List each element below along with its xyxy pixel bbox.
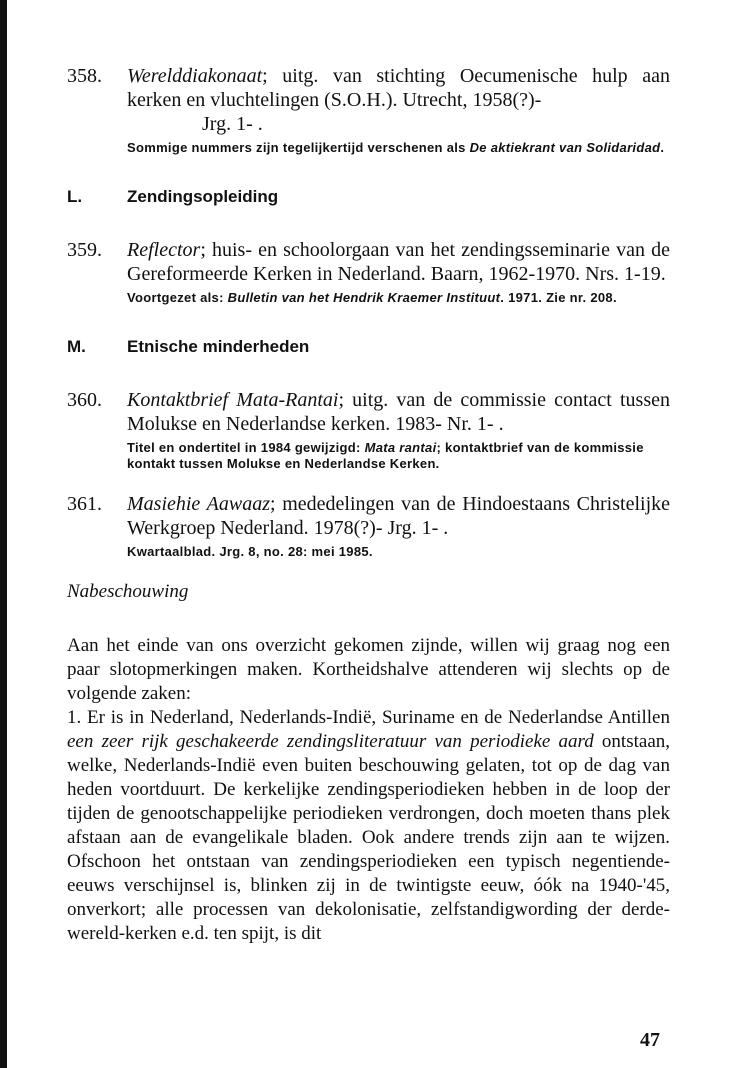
- entry-360: [67, 388, 670, 472]
- note-text: Sommige nummers zijn tegelijkertijd verschenen als: [127, 140, 470, 155]
- note-text-end: .: [660, 140, 665, 155]
- entry-title: Werelddiakonaat: [127, 65, 263, 87]
- entry-note: Kwartaalblad. Jrg. 8, no. 28: mei 1985.: [127, 544, 373, 559]
- entry-note: [127, 440, 670, 472]
- entry-text: [127, 492, 670, 540]
- note-text-end: . 1971. Zie nr. 208.: [500, 290, 617, 305]
- section-heading-m: [67, 336, 670, 358]
- section-title: Etnische minderheden: [127, 337, 310, 356]
- note-text-end: ; kontaktbrief van de kommissie kontakt tussen Molukse en Nederlandse Kerken.: [127, 440, 644, 471]
- entry-volume: Jrg. 1- .: [202, 113, 263, 135]
- entry-description: ; uitg. van de commissie contact tussen Molukse en Nederlandse kerken. 1983- Nr. 1- .: [127, 389, 670, 435]
- entry-number: 360.: [67, 389, 102, 411]
- page-content: [67, 64, 670, 946]
- entry-number: 361.: [67, 493, 102, 515]
- page-number: 47: [640, 1029, 660, 1051]
- entry-note: [127, 290, 670, 306]
- entry-description: ; uitg. van stichting Oecumenische hulp aan kerken en vluchtelingen (S.O.H.). Utrecht, 1958(?)-: [127, 65, 670, 111]
- entry-text: [127, 238, 670, 286]
- point-text: 1. Er is in Nederland, Nederlands-Indië, Suriname en de Nederlandse Antillen: [67, 707, 670, 728]
- note-italic: Bulletin van het Hendrik Kraemer Instituut: [227, 290, 501, 305]
- entry-361: [67, 492, 670, 560]
- entry-description: ; huis- en schoolorgaan van het zendingsseminarie van de Gereformeerde Kerken in Nederland. Baarn, 1962-1970. Nrs. 1-19.: [127, 239, 670, 285]
- point-italic: een zeer rijk geschakeerde zendingsliteratuur van periodieke aard: [67, 731, 594, 752]
- note-text: Titel en ondertitel in 1984 gewijzigd:: [127, 440, 365, 455]
- section-letter: M.: [67, 337, 86, 356]
- note-italic: Mata rantai: [364, 440, 437, 455]
- section-title: Zendingsopleiding: [127, 187, 279, 206]
- entry-title: Kontaktbrief Mata-Rantai: [127, 389, 339, 411]
- note-text: Voortgezet als:: [127, 290, 228, 305]
- section-letter: L.: [67, 187, 83, 206]
- nabeschouwing-intro: Aan het einde van ons overzicht gekomen zijnde, willen wij graag nog een paar slotopmerkingen maken. Kortheidshalve attenderen wij slechts op de volgende zaken:: [67, 635, 670, 704]
- entry-text: [127, 64, 670, 136]
- entry-359: [67, 238, 670, 306]
- nabeschouwing-point-1: [67, 706, 670, 946]
- note-italic: De aktiekrant van Solidaridad: [469, 140, 661, 155]
- section-heading-l: [67, 186, 670, 208]
- entry-358: [67, 64, 670, 156]
- point-text-end: ontstaan, welke, Nederlands-Indië even buiten beschouwing gelaten, tot op de dag van heden voortduurt. De kerkelijke zendingsperiodieken hebben in de loop der tijden de genootschappelijke periodieken verdrongen, doch moeten thans plek afstaan aan de evangelikale bladen. Ook andere trends zijn aan te wijzen. Ofschoon het ontstaan van zendingsperiodieken een typisch negentiende-eeuws verschijnsel is, blinken zij in de twintigste eeuw, óók na 1940-'45, onverkort; alle processen van dekolonisatie, zelfstandigwording der derde-wereld-kerken e.d. ten spijt, is dit: [67, 731, 670, 944]
- page-edge-bar: [0, 0, 7, 1068]
- entry-title: Masiehie Aawaaz: [127, 493, 270, 515]
- entry-number: 359.: [67, 239, 102, 261]
- entry-note: [127, 140, 670, 156]
- entry-description: ; mededelingen van de Hindoestaans Christelijke Werkgroep Nederland. 1978(?)- Jrg. 1- .: [127, 493, 670, 539]
- entry-text: [127, 388, 670, 436]
- nabeschouwing-heading: Nabeschouwing: [67, 581, 189, 602]
- entry-title: Reflector: [127, 239, 201, 261]
- entry-number: 358.: [67, 65, 102, 87]
